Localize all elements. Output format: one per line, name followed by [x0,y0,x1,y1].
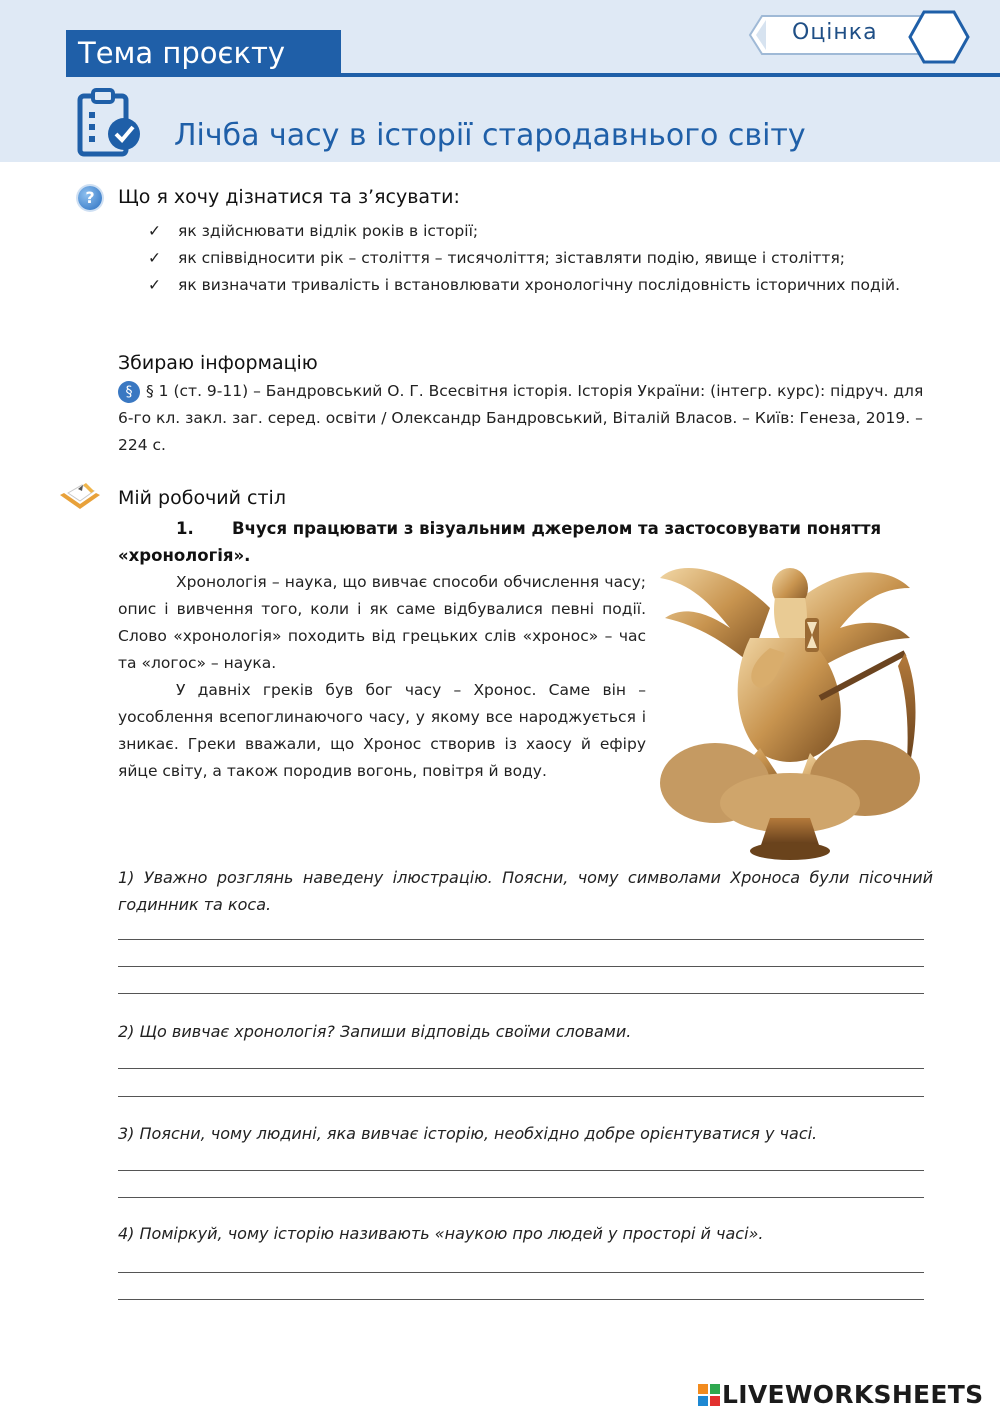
paragraph: У давніх греків був бог часу – Хронос. Саме він – уособлення всепоглинаючого часу, у якому все народжується і зникає. Греки вважали, що Хронос створив із хаосу й ефіру яйце світу, а також породив вогонь, повітря й воду. [118,681,646,780]
question-4: 4) Поміркуй, чому історію називають «наукою про людей у просторі й часі». [118,1224,764,1243]
goals-heading: Що я хочу дізнатися та з’ясувати: [118,186,460,208]
clipboard-check-icon [76,88,142,158]
task-title: 1. Вчуся працювати з візуальним джерелом та застосовувати поняття «хронологія». [118,515,928,569]
sources-heading: Збираю інформацію [118,352,318,374]
answer-line[interactable] [118,1299,924,1300]
source-citation: § § 1 (ст. 9-11) – Бандровський О. Г. Всесвітня історія. Історія України: (інтегр. курс): підруч. для 6-го кл. закл. заг. серед. освіти / Олександр Бандровський, Віталій Власов. – Київ: Генеза, 2019. – 224 с. [118,382,924,454]
liveworksheets-logo-icon [698,1384,720,1406]
chronology-text [118,569,646,785]
list-item: ✓ як визначати тривалість і встановлювати хронологічну послідовність історичних подій. [148,272,948,299]
liveworksheets-brand: LIVEWORKSHEETS [722,1380,984,1409]
answer-line[interactable] [118,1272,924,1273]
topic-label: Тема проєкту [66,30,341,76]
answer-line[interactable] [118,1068,924,1069]
section-icon: § [118,381,140,403]
answer-line[interactable] [118,939,924,940]
answer-line[interactable] [118,993,924,994]
answer-line[interactable] [118,1096,924,1097]
check-icon: ✓ [148,276,161,294]
paragraph: Хронологія – наука, що вивчає способи обчислення часу; опис і вивчення того, коли і як саме відбувалися певні події. Слово «хронологія» походить від грецьких слів «хронос» – час та «логос» – наука. [118,573,646,672]
question-2: 2) Що вивчає хронологія? Запиши відповідь своїми словами. [118,1022,632,1041]
answer-line[interactable] [118,1170,924,1171]
answer-line[interactable] [118,1197,924,1198]
check-icon: ✓ [148,222,161,240]
task-number: 1. [176,519,194,538]
goals-list [148,218,948,299]
question-1: 1) Уважно розглянь наведену ілюстрацію. Поясни, чому символами Хроноса були пісочний годинник та коса. [118,868,933,914]
grade-input-box[interactable] [908,9,970,65]
answer-line[interactable] [118,966,924,967]
workspace-heading: Мій робочий стіл [118,487,286,509]
list-item: ✓ як здійснювати відлік років в історії; [148,218,948,245]
chronos-statue-image [620,548,940,868]
question-3: 3) Поясни, чому людині, яка вивчає історію, необхідно добре орієнтуватися у часі. [118,1124,818,1143]
question-icon: ? [78,186,102,210]
list-item: ✓ як співвідносити рік – століття – тисячоліття; зіставляти подію, явище і століття; [148,245,948,272]
header-rule [66,73,1000,77]
desk-pencil-icon [58,481,102,515]
check-icon: ✓ [148,249,161,267]
page-title: Лічба часу в історії стародавнього світу [174,118,806,153]
grade-label: Оцінка [792,20,878,45]
